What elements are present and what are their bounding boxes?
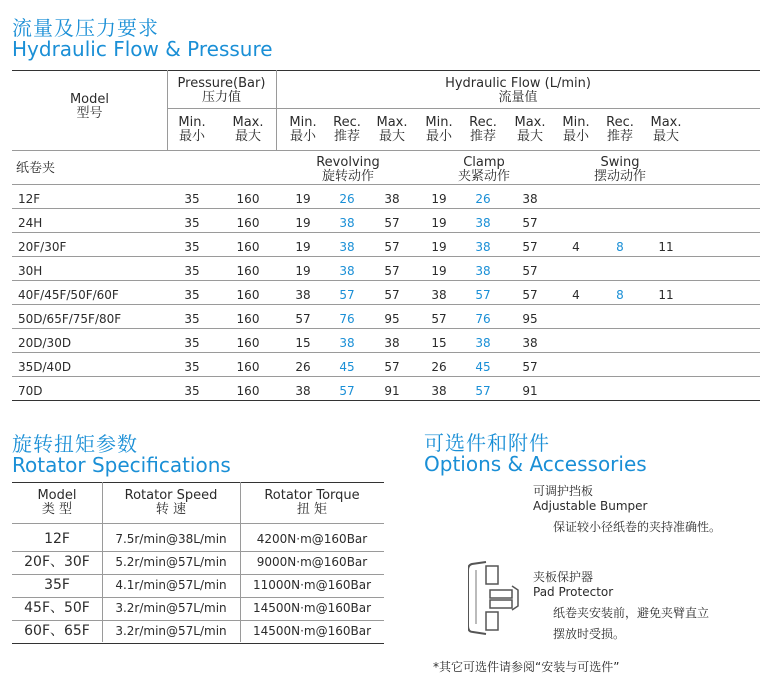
sub-header-en: Max. <box>514 115 546 130</box>
cell-value: 57 <box>339 288 355 302</box>
option-bumper-cn: 可调护挡板 <box>533 484 594 498</box>
option-bumper <box>533 484 721 535</box>
table-top-rule <box>12 70 760 71</box>
cell-value: 8 <box>616 288 624 302</box>
sub-header-min <box>558 116 594 144</box>
rotator-row-rule <box>12 597 384 598</box>
cell-value: 38 <box>295 288 311 302</box>
sub-header-cn: 最小 <box>562 129 589 144</box>
row-model: 20D/30D <box>18 336 72 350</box>
rotator-speed: 4.1r/min@57L/min <box>115 578 227 592</box>
cell-value: 19 <box>295 264 311 278</box>
row-rule <box>12 328 760 329</box>
cell-value: 35 <box>184 288 200 302</box>
cell-value: 4 <box>572 240 580 254</box>
option-pad-desc-1: 纸卷夹安装前，避免夹臂直立 <box>553 606 710 620</box>
rotator-model: 12F <box>44 531 70 547</box>
sub-header-rec <box>465 116 501 144</box>
cell-value: 45 <box>339 360 355 374</box>
group-swing-en: Swing <box>600 155 640 170</box>
options-title-cn: 可选件和附件 <box>424 431 550 455</box>
cell-value: 38 <box>522 192 538 206</box>
cell-value: 38 <box>522 336 538 350</box>
cell-value: 38 <box>475 240 491 254</box>
sub-header-cn: 最大 <box>516 129 543 144</box>
cell-value: 38 <box>475 216 491 230</box>
cell-value: 19 <box>295 216 311 230</box>
option-pad-desc-2: 摆放时受损。 <box>553 627 626 641</box>
cell-value: 11 <box>658 288 674 302</box>
rotator-title-en: Rotator Specifications <box>12 453 231 477</box>
cell-value: 26 <box>295 360 311 374</box>
sub-header-cn: 最小 <box>178 129 205 144</box>
cell-value: 57 <box>522 360 538 374</box>
model-header <box>12 93 167 121</box>
cell-value: 19 <box>431 240 447 254</box>
sub-header-min <box>421 116 457 144</box>
cell-value: 91 <box>522 384 538 398</box>
option-pad-en: Pad Protector <box>533 585 614 599</box>
sub-header-rec <box>329 116 365 144</box>
rotator-torque-header-en: Rotator Torque <box>264 488 360 503</box>
row-model: 35D/40D <box>18 360 72 374</box>
cell-value: 35 <box>184 312 200 326</box>
cell-value: 38 <box>475 336 491 350</box>
option-pad-cn: 夹板保护器 <box>533 570 594 584</box>
sub-header-en: Min. <box>425 115 453 130</box>
sub-header-en: Rec. <box>469 115 497 130</box>
rotator-speed-header-en: Rotator Speed <box>124 488 218 503</box>
row-rule <box>12 184 760 185</box>
row-model: 20F/30F <box>18 240 67 254</box>
rotator-torque-header-cn: 扭 矩 <box>296 502 328 517</box>
sub-header-cn: 推荐 <box>469 129 496 144</box>
cell-value: 35 <box>184 360 200 374</box>
rotator-torque: 14500N·m@160Bar <box>252 624 372 638</box>
sub-header-en: Min. <box>562 115 590 130</box>
cell-value: 57 <box>295 312 311 326</box>
cell-value: 4 <box>572 288 580 302</box>
cell-value: 160 <box>236 312 260 326</box>
rotator-model: 20F、30F <box>24 554 90 570</box>
group-revolving <box>298 156 398 184</box>
sub-header-cn: 最大 <box>378 129 405 144</box>
cell-value: 160 <box>236 216 260 230</box>
cell-value: 19 <box>295 240 311 254</box>
sub-header-cn: 最小 <box>289 129 316 144</box>
cell-value: 57 <box>384 264 400 278</box>
row-model: 12F <box>18 192 41 206</box>
cell-value: 57 <box>522 216 538 230</box>
group-revolving-en: Revolving <box>316 155 380 170</box>
group-clamp <box>434 156 534 184</box>
cell-value: 38 <box>339 240 355 254</box>
cell-value: 19 <box>431 216 447 230</box>
cell-value: 160 <box>236 384 260 398</box>
cell-value: 26 <box>339 192 355 206</box>
cell-value: 45 <box>475 360 491 374</box>
cell-value: 38 <box>475 264 491 278</box>
rotator-speed-header <box>102 489 240 517</box>
sub-header-cn: 最大 <box>234 129 261 144</box>
sub-header-max <box>648 116 684 144</box>
cell-value: 38 <box>384 192 400 206</box>
cell-value: 35 <box>184 240 200 254</box>
sub-header-en: Rec. <box>333 115 361 130</box>
cell-value: 160 <box>236 264 260 278</box>
sub-header-min <box>285 116 321 144</box>
pad-protector-image <box>468 560 522 636</box>
sub-header-en: Max. <box>650 115 682 130</box>
pressure-header-en: Pressure(Bar) <box>177 76 266 91</box>
option-pad-protector <box>533 570 709 642</box>
sub-header-cn: 最大 <box>652 129 679 144</box>
cell-value: 160 <box>236 336 260 350</box>
rotator-speed: 3.2r/min@57L/min <box>115 624 227 638</box>
cell-value: 76 <box>339 312 355 326</box>
cell-value: 38 <box>339 264 355 278</box>
rotator-model-header-cn: 类 型 <box>41 502 73 517</box>
row-model: 24H <box>18 216 43 230</box>
group-clamp-cn: 夹紧动作 <box>457 169 510 184</box>
model-header-en: Model <box>69 92 110 107</box>
cell-value: 8 <box>616 240 624 254</box>
options-title-en: Options & Accessories <box>424 452 647 476</box>
option-bumper-desc: 保证较小径纸卷的夹持准确性。 <box>553 520 722 534</box>
sub-header-rec <box>602 116 638 144</box>
cell-value: 26 <box>475 192 491 206</box>
row-rule <box>12 256 760 257</box>
cell-value: 160 <box>236 288 260 302</box>
group-label: 纸卷夹 <box>16 161 56 176</box>
hydraulic-flow-header-en: Hydraulic Flow (L/min) <box>445 76 591 91</box>
rotator-model: 45F、50F <box>24 600 90 616</box>
row-rule <box>12 304 760 305</box>
cell-value: 95 <box>384 312 400 326</box>
rotator-top-rule <box>12 482 384 483</box>
cell-value: 57 <box>522 264 538 278</box>
row-model: 30H <box>18 264 43 278</box>
option-bumper-en: Adjustable Bumper <box>533 499 648 513</box>
group-swing-cn: 摆动动作 <box>593 169 646 184</box>
rotator-speed-header-cn: 转 速 <box>155 502 187 517</box>
cell-value: 160 <box>236 360 260 374</box>
rotator-speed: 3.2r/min@57L/min <box>115 601 227 615</box>
row-model: 40F/45F/50F/60F <box>18 288 119 302</box>
sub-header-cn: 推荐 <box>333 129 360 144</box>
cell-value: 160 <box>236 192 260 206</box>
cell-value: 38 <box>431 288 447 302</box>
hydraulic-flow-header-cn: 流量值 <box>498 90 538 105</box>
rotator-torque: 4200N·m@160Bar <box>256 532 368 546</box>
cell-value: 57 <box>384 288 400 302</box>
subheader-rule <box>167 108 760 109</box>
row-rule <box>12 208 760 209</box>
cell-value: 38 <box>295 384 311 398</box>
rotator-model-header-en: Model <box>37 488 77 503</box>
cell-value: 57 <box>475 384 491 398</box>
group-clamp-en: Clamp <box>463 155 505 170</box>
rotator-torque-header <box>240 489 384 517</box>
rotator-row-rule <box>12 574 384 575</box>
rotator-torque: 11000N·m@160Bar <box>252 578 372 592</box>
hydraulic-flow-header <box>276 77 760 105</box>
row-model: 70D <box>18 384 43 398</box>
sub-header-en: Max. <box>232 115 264 130</box>
rotator-model: 35F <box>44 577 70 593</box>
cell-value: 38 <box>384 336 400 350</box>
cell-value: 35 <box>184 216 200 230</box>
pressure-header-cn: 压力值 <box>201 90 241 105</box>
cell-value: 35 <box>184 336 200 350</box>
row-rule <box>12 280 760 281</box>
group-revolving-cn: 旋转动作 <box>321 169 374 184</box>
cell-value: 35 <box>184 264 200 278</box>
rotator-row-rule <box>12 620 384 621</box>
cell-value: 57 <box>522 240 538 254</box>
cell-value: 15 <box>295 336 311 350</box>
flow-title-en: Hydraulic Flow & Pressure <box>12 37 273 61</box>
rotator-row-rule <box>12 551 384 552</box>
cell-value: 15 <box>431 336 447 350</box>
sub-header-en: Max. <box>376 115 408 130</box>
row-model: 50D/65F/75F/80F <box>18 312 122 326</box>
sub-header-min <box>174 116 210 144</box>
cell-value: 19 <box>431 192 447 206</box>
cell-value: 95 <box>522 312 538 326</box>
sub-header-max <box>374 116 410 144</box>
table-bottom-rule <box>12 400 760 401</box>
rotator-model: 60F、65F <box>24 623 90 639</box>
cell-value: 26 <box>431 360 447 374</box>
cell-value: 160 <box>236 240 260 254</box>
flow-title-cn: 流量及压力要求 <box>12 16 159 40</box>
rotator-speed: 5.2r/min@57L/min <box>115 555 227 569</box>
cell-value: 35 <box>184 192 200 206</box>
sub-header-max <box>230 116 266 144</box>
row-rule <box>12 352 760 353</box>
header-bottom-rule <box>12 150 760 151</box>
cell-value: 57 <box>522 288 538 302</box>
cell-value: 19 <box>431 264 447 278</box>
row-rule <box>12 376 760 377</box>
cell-value: 57 <box>384 360 400 374</box>
cell-value: 57 <box>384 240 400 254</box>
pressure-header <box>167 77 276 105</box>
cell-value: 35 <box>184 384 200 398</box>
options-note: *其它可选件请参阅“安装与可选件” <box>433 660 620 674</box>
cell-value: 57 <box>384 216 400 230</box>
cell-value: 76 <box>475 312 491 326</box>
sub-header-en: Min. <box>178 115 206 130</box>
rotator-speed: 7.5r/min@38L/min <box>115 532 227 546</box>
cell-value: 38 <box>431 384 447 398</box>
rotator-header-rule <box>12 523 384 524</box>
rotator-title-cn: 旋转扭矩参数 <box>12 432 138 456</box>
sub-header-cn: 最小 <box>425 129 452 144</box>
cell-value: 38 <box>339 216 355 230</box>
cell-value: 57 <box>475 288 491 302</box>
cell-value: 91 <box>384 384 400 398</box>
cell-value: 57 <box>339 384 355 398</box>
cell-value: 11 <box>658 240 674 254</box>
sub-header-en: Rec. <box>606 115 634 130</box>
sub-header-en: Min. <box>289 115 317 130</box>
cell-value: 38 <box>339 336 355 350</box>
model-header-cn: 型号 <box>76 106 103 121</box>
group-swing <box>570 156 670 184</box>
rotator-torque: 9000N·m@160Bar <box>256 555 368 569</box>
cell-value: 57 <box>431 312 447 326</box>
cell-value: 19 <box>295 192 311 206</box>
sub-header-cn: 推荐 <box>606 129 633 144</box>
sub-header-max <box>512 116 548 144</box>
rotator-bottom-rule <box>12 643 384 644</box>
rotator-model-header <box>12 489 102 517</box>
row-rule <box>12 232 760 233</box>
rotator-torque: 14500N·m@160Bar <box>252 601 372 615</box>
